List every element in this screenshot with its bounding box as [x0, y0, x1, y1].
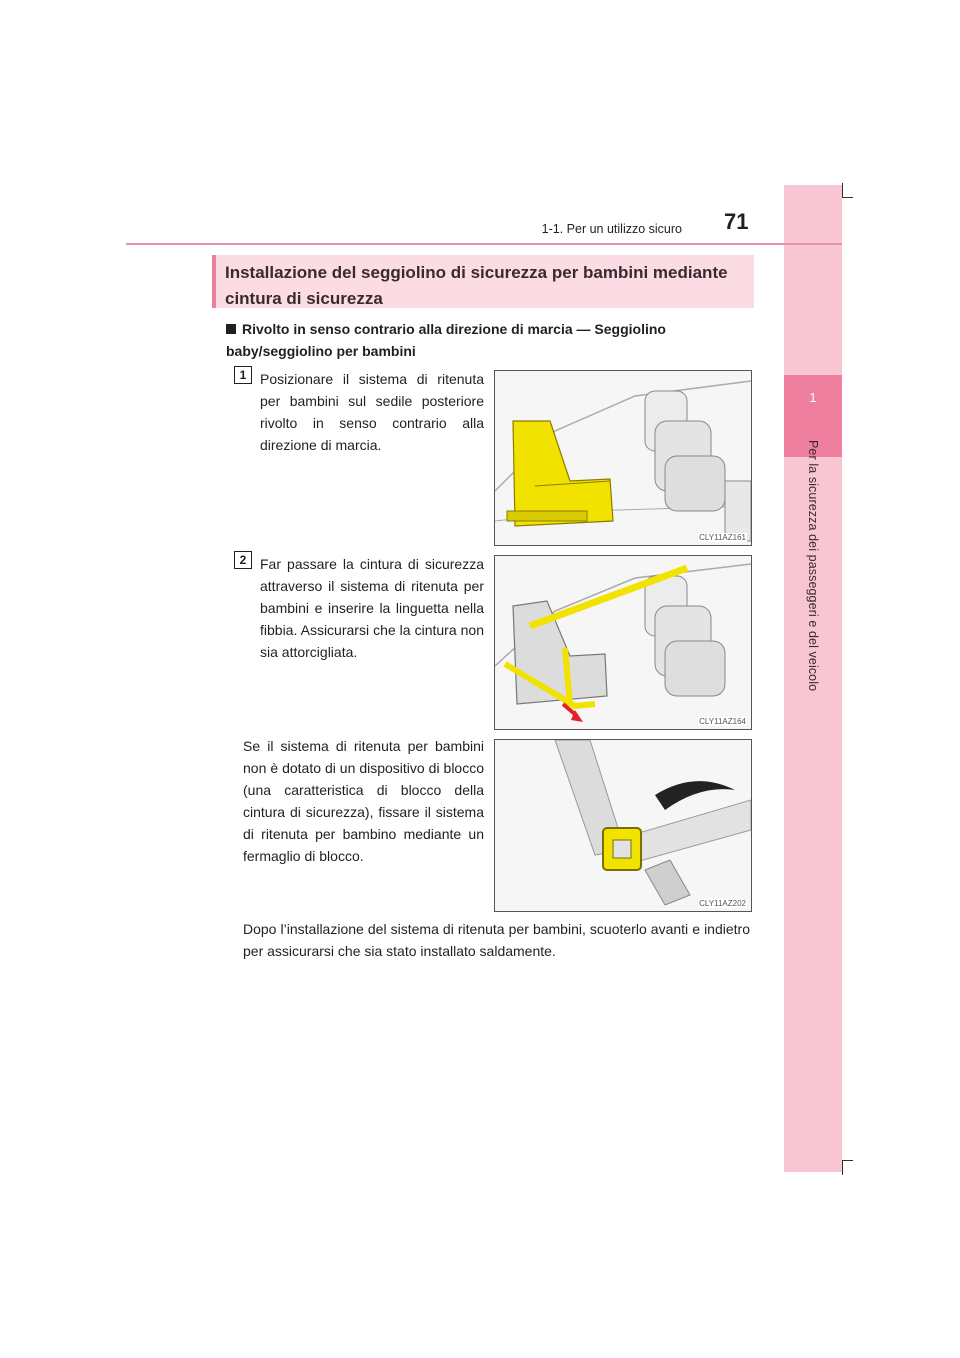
chapter-title-vertical: Per la sicurezza dei passeggeri e del veicolo	[806, 440, 820, 692]
figure-code: CLY11AZ164	[699, 717, 746, 726]
header-rule	[126, 243, 842, 245]
figure-code: CLY11AZ161	[699, 533, 746, 542]
closing-text: Dopo l’installazione del sistema di ritenuta per bambini, scuoterlo avanti e indietro per assicurarsi che sia stato installato saldamente.	[243, 921, 750, 959]
square-bullet-icon	[226, 324, 236, 334]
lock-clip-text: Se il sistema di ritenuta per bambini non è dotato di un dispositivo di blocco (una caratteristica di blocco della cintura di sicurezza), fissare il sistema di ritenuta per bambino mediante un fermaglio di blocco.	[243, 738, 484, 864]
figure-code: CLY11AZ202	[699, 899, 746, 908]
figure-3-illustration	[495, 740, 751, 911]
figure-child-seat-placed	[494, 370, 752, 546]
step-number-badge: 2	[234, 551, 252, 569]
step-number-badge: 1	[234, 366, 252, 384]
section-reference: 1-1. Per un utilizzo sicuro	[541, 222, 682, 236]
figure-locking-clip	[494, 739, 752, 912]
step-2-text: Far passare la cintura di sicurezza attraverso il sistema di ritenuta per bambini e inserire la linguetta nella fibbia. Assicurarsi che la cintura non sia attorcigliata.	[260, 556, 484, 660]
figure-2-illustration	[495, 556, 751, 729]
crop-mark-top	[842, 183, 853, 198]
figure-1-illustration	[495, 371, 751, 545]
figure-belt-routed	[494, 555, 752, 730]
page-number: 71	[724, 209, 749, 234]
step-1-text: Posizionare il sistema di ritenuta per bambini sul sedile posteriore rivolto in senso contrario alla direzione di marcia.	[260, 371, 484, 453]
chapter-number: 1	[809, 390, 817, 405]
crop-mark-bottom	[842, 1160, 853, 1175]
sub-heading: Rivolto in senso contrario alla direzione di marcia — Seggiolino baby/seggiolino per bambini	[226, 321, 666, 359]
section-title: Installazione del seggiolino di sicurezza per bambini mediante cintura di sicurezza	[225, 263, 728, 308]
